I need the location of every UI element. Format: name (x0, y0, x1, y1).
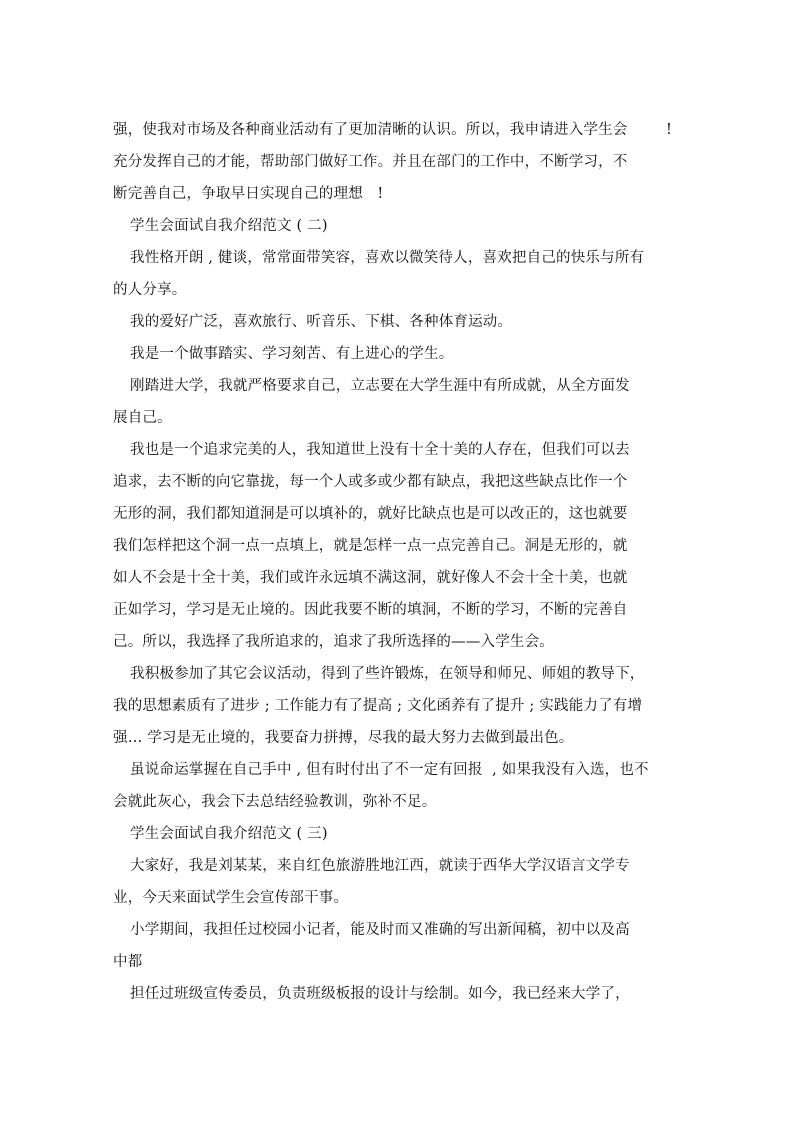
text-line: 我的思想素质有了进步 ; 工作能力有了提高 ; 文化函养有了提升 ; 实践能力了有增 (113, 698, 643, 714)
text-line: 强，使我对市场及各种商业活动有了更加清晰的认识。所以，我申请进入学生会 ! (113, 122, 672, 138)
text-line: 强… 学习是无止境的，我要奋力拼搏，尽我的最大努力去做到最出色。 (113, 730, 574, 746)
text-line: 展自己。 (113, 410, 172, 426)
text-line: 我们怎样把这个洞一点一点填上，就是怎样一点一点完善自己。洞是无形的，就 (113, 538, 628, 554)
text-line: 我也是一个追求完美的人，我知道世上没有十全十美的人存在，但我们可以去 (130, 442, 630, 458)
text-line: 追求，去不断的向它靠拢，每一个人或多或少都有缺点，我把这些缺点比作一个 (113, 474, 628, 490)
text-line: 中都 (113, 954, 143, 970)
text-line: 业，今天来面试学生会宣传部干事。 (113, 890, 349, 906)
text-line: 的人分享。 (113, 282, 187, 298)
text-line: 大家好，我是刘某某，来自红色旅游胜地江西，就读于西华大学汉语言文学专 (130, 858, 630, 874)
text-line: 刚踏进大学，我就严格要求自己，立志要在大学生涯中有所成就，从全方面发 (130, 378, 630, 394)
text-line: 担任过班级宣传委员，负责班级板报的设计与绘制。如今，我已经来大学了， (130, 986, 630, 1002)
text-line: 充分发挥自己的才能，帮助部门做好工作。并且在部门的工作中，不断学习，不 (113, 154, 628, 170)
text-line: 断完善自己，争取早日实现自己的理想 ! (113, 186, 384, 202)
text-line: 小学期间，我担任过校园小记者，能及时而又准确的写出新闻稿，初中以及高 (130, 922, 630, 938)
text-line: 虽说命运掌握在自己手中 , 但有时付出了不一定有回报 , 如果我没有入选，也不 (130, 762, 649, 778)
text-line: 我积极参加了其它会议活动，得到了些许锻炼，在领导和师兄、师姐的教导下， (130, 666, 645, 682)
text-line: 己。所以，我选择了我所追求的，追求了我所选择的——入学生会。 (113, 634, 554, 650)
section-heading: 学生会面试自我介绍范文 ( 二) (130, 218, 328, 234)
text-line: 会就此灰心，我会下去总结经验教训，弥补不足。 (113, 794, 437, 810)
text-line: 正如学习，学习是无止境的。因此我要不断的填洞，不断的学习，不断的完善自 (113, 602, 628, 618)
text-line: 我性格开朗 , 健谈，常常面带笑容，喜欢以微笑待人，喜欢把自己的快乐与所有 (130, 250, 645, 266)
text-line: 我是一个做事踏实、学习刻苦、有上进心的学生。 (130, 346, 454, 362)
section-heading: 学生会面试自我介绍范文 ( 三) (130, 826, 328, 842)
text-line: 如人不会是十全十美，我们或许永远填不满这洞，就好像人不会十全十美，也就 (113, 570, 628, 586)
text-line: 无形的洞，我们都知道洞是可以填补的，就好比缺点也是可以改正的，这也就要 (113, 506, 628, 522)
text-line: 我的爱好广泛，喜欢旅行、听音乐、下棋、各种体育运动。 (130, 314, 513, 330)
